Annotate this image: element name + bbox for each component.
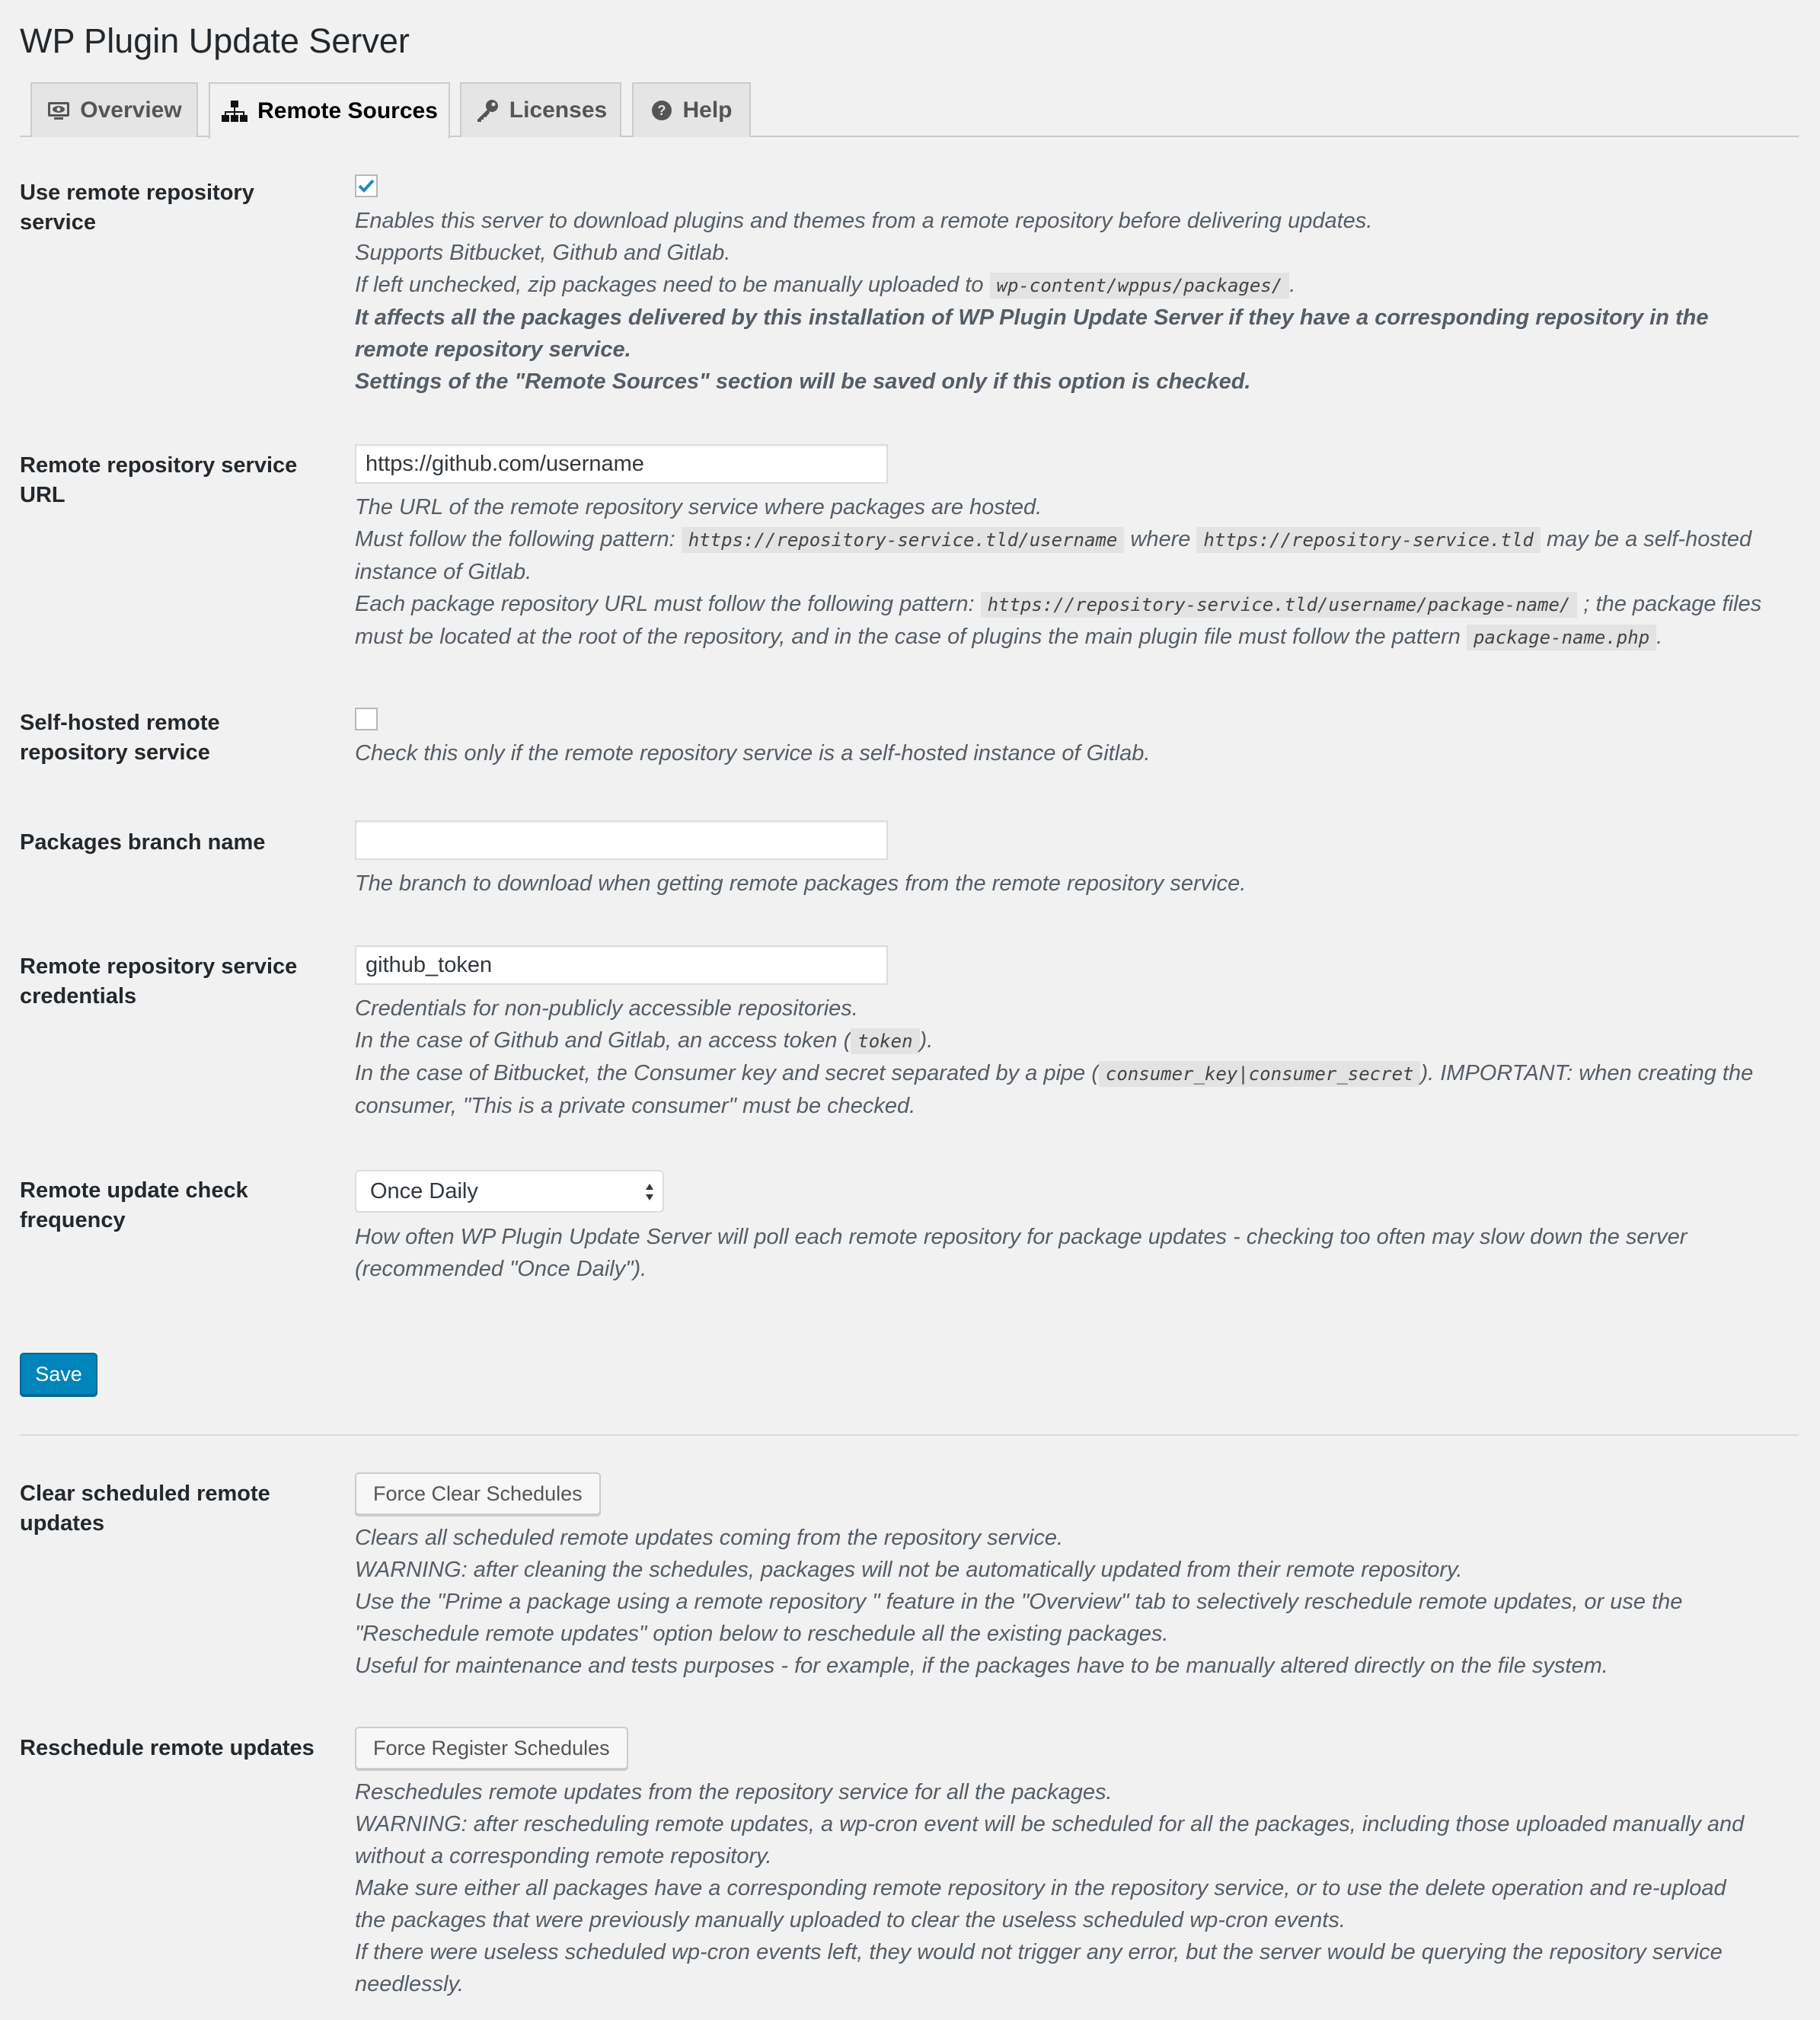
force-clear-schedules-button[interactable]: Force Clear Schedules: [355, 1472, 601, 1515]
branch-description: The branch to download when getting remote packages from the remote repository service.: [355, 871, 1247, 896]
tab-remote-sources[interactable]: [209, 82, 450, 139]
page-title: WP Plugin Update Server: [20, 21, 410, 60]
clear-schedules-description: Clears all scheduled remote updates coming from the repository service. WARNING: after cleaning the schedules, packages will not be automatically updated from their remote repository. Use the "Prime a package using a remote repository " feature in the "Overview" tab to selectively reschedule remote updates, or use the "Reschedule remote updates" option below to reschedule all the existing packages. Useful for maintenance and tests purposes - for example, if the packages have to be manually altered directly on the file system.: [355, 1526, 1683, 1678]
frequency-selected-value: Once Daily: [370, 1178, 478, 1203]
tab-bar: [20, 82, 1799, 137]
use-remote-description: Enables this server to download plugins and themes from a remote repository before delivering updates. Supports Bitbucket, Github and Gitlab. If left unchecked, zip packages need to be manually uploaded to wp-content/wppus/packages/ . It affects all the packages delivered by this installation of WP Plugin Update Server if they have a corresponding repository in the remote repository service. Settings of the "Remote Sources" section will be saved only if this option is checked.: [355, 209, 1709, 394]
reschedule-description: Reschedules remote updates from the repository service for all the packages. WARNING: after rescheduling remote updates, a wp-cron event will be scheduled for all the packages, including those uploaded manually and without a corresponding remote repository. Make sure either all packages have a corresponding remote repository in the repository service, or to use the delete operation and re-upload the packages that were previously manually uploaded to clear the useless scheduled wp-cron events. If there were useless scheduled wp-cron events left, they would not trigger any error, but the server would be querying the repository service needlessly.: [355, 1780, 1745, 1996]
tab-help-label: Help: [682, 97, 733, 123]
clear-schedules-label: Clear scheduled remote updates: [20, 1481, 270, 1536]
sitemap-icon: [221, 99, 248, 123]
credentials-label: Remote repository service credentials: [20, 954, 298, 1008]
self-hosted-checkbox[interactable]: [355, 708, 378, 730]
branch-label: Packages branch name: [20, 830, 266, 855]
tab-licenses[interactable]: [460, 82, 621, 137]
self-hosted-label: Self-hosted remote repository service: [20, 711, 220, 765]
save-button[interactable]: Save: [20, 1353, 97, 1395]
credentials-input[interactable]: [355, 945, 888, 985]
reschedule-label: Reschedule remote updates: [20, 1736, 315, 1760]
help-icon: [650, 99, 673, 122]
tab-help[interactable]: [632, 82, 751, 137]
frequency-description: How often WP Plugin Update Server will poll each remote repository for package updates - checking too often may slow down the server (recommended "Once Daily").: [355, 1225, 1687, 1281]
tab-licenses-label: Licenses: [509, 97, 608, 123]
service-url-description: The URL of the remote repository service where packages are hosted. Must follow the following pattern: https://repository-service.tld/username where https://repository-service.tld may be a self-hosted instance of Gitlab. Each package repository URL must follow the following pattern: https://repository-service.tld/username/package-name/ ; the package files must be located at the root of the repository, and in the case of plugins the main plugin file must follow the pattern package-name.php .: [355, 495, 1762, 649]
service-url-label: Remote repository service URL: [20, 453, 298, 507]
frequency-label: Remote update check frequency: [20, 1178, 248, 1232]
overview-icon: [46, 100, 71, 121]
self-hosted-description: Check this only if the remote repository service is a self-hosted instance of Gitlab.: [355, 741, 1151, 765]
force-register-schedules-button[interactable]: Force Register Schedules: [355, 1727, 628, 1769]
branch-input[interactable]: [355, 820, 888, 860]
key-icon: [474, 97, 500, 123]
service-url-input[interactable]: [355, 444, 888, 484]
tab-remote-sources-label: Remote Sources: [257, 98, 438, 123]
use-remote-checkbox[interactable]: [355, 174, 378, 197]
credentials-description: Credentials for non-publicly accessible repositories. In the case of Github and Gitlab, an access token ( token ). In the case of Bitbucket, the Consumer key and secret separated by a pipe ( consumer_key|consumer_secret ). IMPORTANT: when creating the consumer, "This is a private consumer" must be checked.: [355, 996, 1754, 1118]
tab-overview[interactable]: [30, 82, 198, 137]
use-remote-label: Use remote repository service: [20, 181, 254, 235]
section-divider: [20, 1434, 1799, 1436]
svg-text:?: ?: [657, 103, 666, 118]
checkmark-icon: [357, 177, 375, 194]
tab-overview-label: Overview: [80, 97, 182, 123]
frequency-select[interactable]: [355, 1170, 664, 1213]
select-arrows-icon: [643, 1179, 656, 1205]
